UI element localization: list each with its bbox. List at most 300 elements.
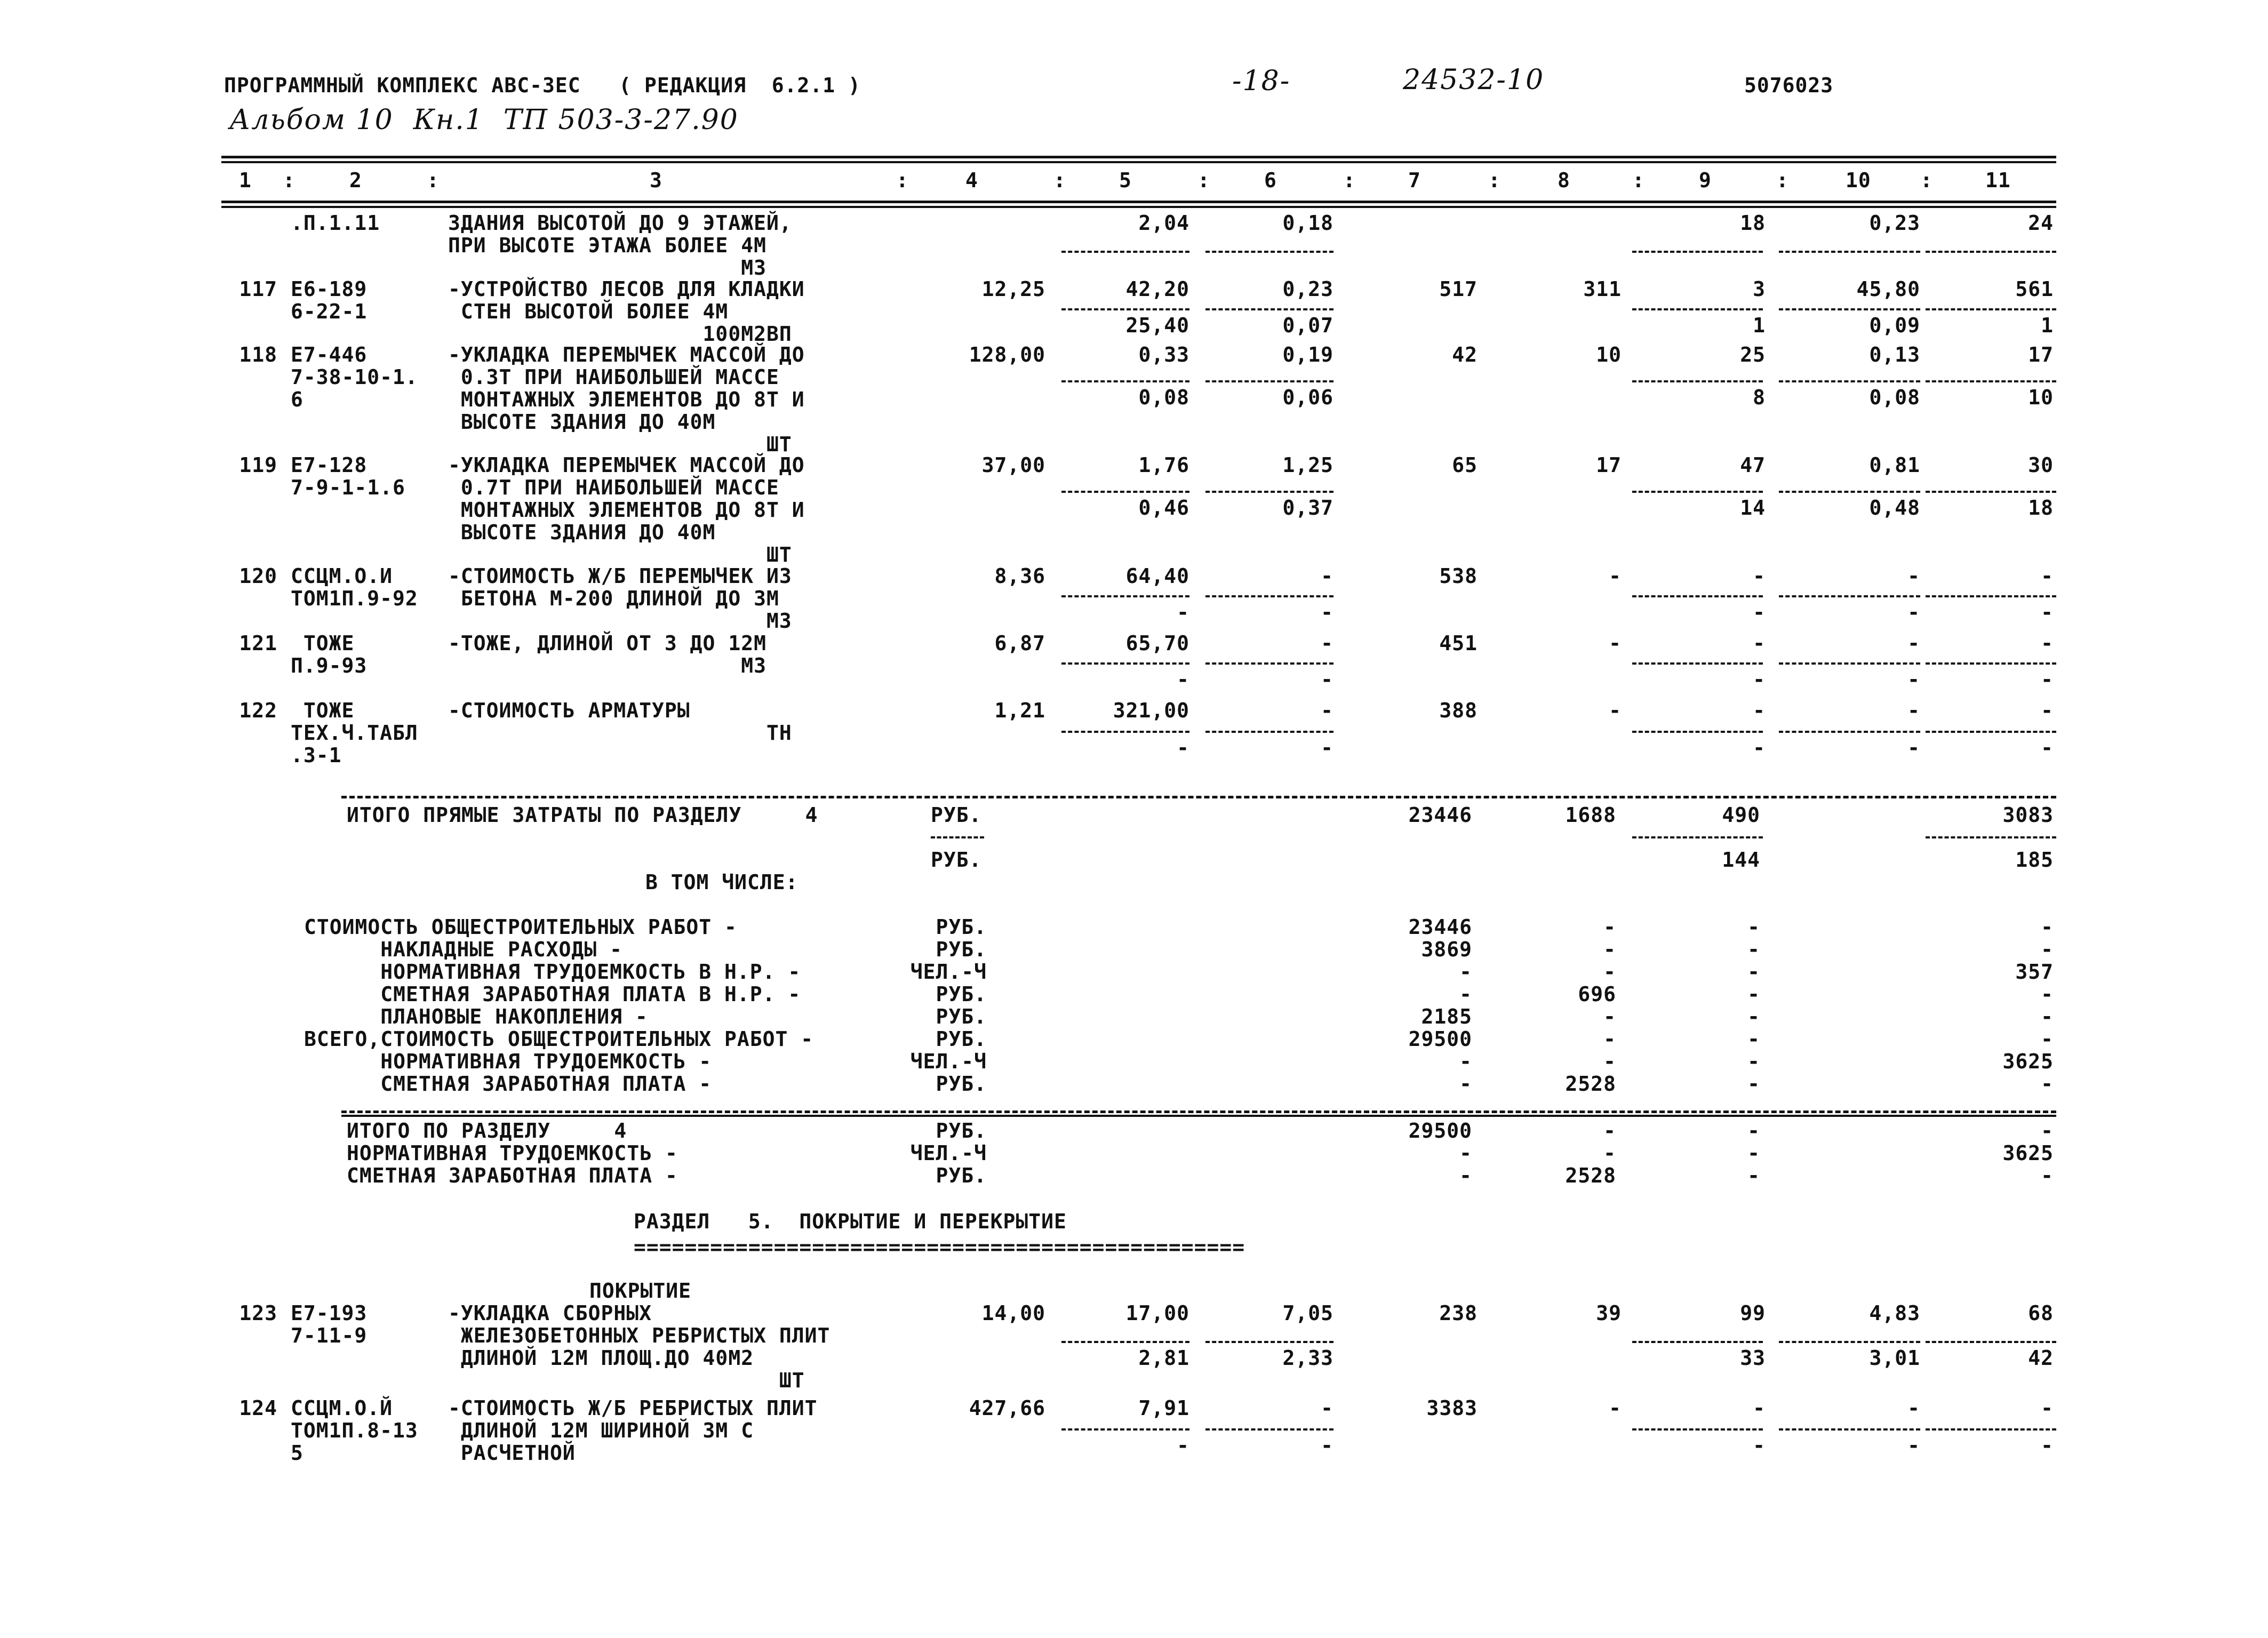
row-number: 122 [239,699,277,722]
cell-c10: - [1907,632,1920,655]
cell-c7: 538 [1439,564,1478,588]
cell-divider [1926,1428,2056,1431]
summary-c7: - [1459,1164,1472,1187]
cell-divider [1779,1341,1920,1343]
cell-divider [1061,251,1189,253]
summary-c8: - [1603,1005,1616,1028]
totals-rule [341,796,2056,798]
summary-c8: - [1603,938,1616,961]
direct-costs-label: ИТОГО ПРЯМЫЕ ЗАТРАТЫ ПО РАЗДЕЛУ 4 [347,803,818,827]
summary-c9: - [1747,1005,1760,1028]
cell-divider [1205,1341,1333,1343]
direct-costs-c11: 3083 [2002,803,2054,827]
cell-c9-second: - [1753,668,1766,691]
cell-divider [1205,308,1333,310]
row-code: Е7-446 [291,343,368,366]
cell-c11: - [2041,699,2054,722]
cell-c5-second: - [1177,736,1189,760]
cell-c4: 1,21 [994,699,1045,722]
cell-c8: - [1609,632,1622,655]
cell-c11: 24 [2028,211,2054,235]
cell-c10: 4,83 [1869,1301,1920,1325]
cell-c6-second: 2,33 [1282,1346,1333,1370]
direct-costs-c8: 1688 [1565,803,1616,827]
direct-costs-c7: 23446 [1408,803,1472,827]
row-number: 120 [239,564,277,588]
cell-c9-second: - [1753,601,1766,624]
row-description: ТН [448,721,792,745]
summary-c8: 2528 [1565,1164,1616,1187]
summary-unit: РУБ. [936,938,987,961]
column-header: 7 [1408,169,1421,192]
cell-c11-second: 1 [2041,314,2054,337]
cell-c9: - [1753,699,1766,722]
row-description: -УКЛАДКА СБОРНЫХ [448,1301,652,1325]
row-code: .3-1 [291,744,342,767]
cell-c6: 0,18 [1282,211,1333,235]
cell-divider [1205,251,1333,253]
cell-c10: - [1907,699,1920,722]
cell-divider [1779,662,1920,665]
cell-divider [1632,491,1763,493]
table-top-rule [221,156,2056,158]
column-separators: : [1776,169,1789,192]
row-code: Е7-128 [291,453,368,477]
cell-c10-second: 0,08 [1869,386,1920,409]
cell-divider [1779,308,1920,310]
cell-c9-second: 1 [1753,314,1766,337]
cell-divider [1061,662,1189,665]
cell-c5: 42,20 [1125,277,1189,301]
direct-costs-unit: РУБ. [931,803,982,827]
row-description: ДЛИНОЙ 12М ПЛОЩ.ДО 40М2 [448,1346,754,1370]
page-number: -18- [1232,65,1291,97]
column-separators: : [1053,169,1066,192]
cell-c8: 39 [1596,1301,1622,1325]
summary-c9: - [1747,1164,1760,1187]
table-header-rule-2 [221,206,2056,208]
cell-c5: 64,40 [1125,564,1189,588]
summary-c11: - [2041,1119,2054,1142]
cell-c10: 0,23 [1869,211,1920,235]
cell-c9-second: 33 [1740,1346,1766,1370]
cell-c5-second: 25,40 [1125,314,1189,337]
summary-c7: 23446 [1408,915,1472,939]
cell-c5-second: - [1177,1434,1189,1457]
cell-c7: 65 [1452,453,1478,477]
column-header: 3 [650,169,662,192]
column-header: 10 [1846,169,1871,192]
summary-c11: - [2041,1027,2054,1051]
summary-c9: - [1747,960,1760,984]
cell-c5: 0,33 [1138,343,1189,366]
cell-c4: 12,25 [981,277,1045,301]
cell-c6-second: 0,37 [1282,496,1333,520]
row-code: 5 [291,1441,304,1465]
cell-c9: 25 [1740,343,1766,366]
cell-c7: 517 [1439,277,1478,301]
summary-c9: - [1747,1050,1760,1073]
row-description: 100М2ВП [448,322,792,346]
column-separators: : [1343,169,1356,192]
column-separators: : [1632,169,1645,192]
summary-label: НОРМАТИВНАЯ ТРУДОЕМКОСТЬ - [347,1141,678,1165]
cell-c11-second: 10 [2028,386,2054,409]
album-note: Альбом 10 Кн.1 ТП 503-3-27.90 [229,104,739,136]
cell-c10-second: 0,48 [1869,496,1920,520]
cell-c6: 0,23 [1282,277,1333,301]
cell-c4: 6,87 [994,632,1045,655]
cell-c5: 65,70 [1125,632,1189,655]
cell-c8: 311 [1583,277,1622,301]
summary-c7: - [1459,960,1472,984]
column-separators: : [427,169,440,192]
cell-divider [1926,1341,2056,1343]
summary-label: НОРМАТИВНАЯ ТРУДОЕМКОСТЬ В Н.Р. - [304,960,801,984]
row-description: -СТОИМОСТЬ Ж/Б ПЕРЕМЫЧЕК ИЗ [448,564,792,588]
row-description: МОНТАЖНЫХ ЭЛЕМЕНТОВ ДО 8Т И [448,388,805,411]
summary-c9: - [1747,915,1760,939]
cell-divider [1205,595,1333,597]
cell-c5: 2,04 [1138,211,1189,235]
row-description: -УКЛАДКА ПЕРЕМЫЧЕК МАССОЙ ДО [448,453,805,477]
cell-divider [1632,731,1763,733]
section-total-rule [341,1110,2056,1113]
cell-divider [1779,731,1920,733]
row-code: ТОМ1П.8-13 [291,1419,418,1442]
row-code: 7-38-10-1. [291,365,418,389]
cell-c9: - [1753,564,1766,588]
summary-c8: - [1603,1119,1616,1142]
cell-divider [1632,595,1763,597]
cell-divider [1205,731,1333,733]
summary-unit: ЧЕЛ.-Ч [910,1050,987,1073]
row-code: ССЦМ.О.И [291,564,393,588]
cell-c5-second: 0,08 [1138,386,1189,409]
cell-c10-second: 0,09 [1869,314,1920,337]
cell-c7: 3383 [1426,1396,1478,1420]
cell-c6-second: - [1321,668,1333,691]
cell-c6: 7,05 [1282,1301,1333,1325]
row-description: ДЛИНОЙ 12М ШИРИНОЙ 3М С [448,1419,754,1442]
cell-c6: 0,19 [1282,343,1333,366]
cell-c4: 8,36 [994,564,1045,588]
summary-c8: - [1603,1027,1616,1051]
summary-label: ИТОГО ПО РАЗДЕЛУ 4 [347,1119,627,1142]
summary-unit: ЧЕЛ.-Ч [910,1141,987,1165]
cell-divider [1926,251,2056,253]
summary-unit: РУБ. [936,1005,987,1028]
cell-c10-second: - [1907,736,1920,760]
summary-c8: - [1603,1141,1616,1165]
subsection-title: ПОКРЫТИЕ [589,1279,692,1303]
summary-c11: - [2041,1072,2054,1096]
row-number: 118 [239,343,277,366]
summary-c9: - [1747,1027,1760,1051]
cell-divider [1061,308,1189,310]
cell-c9: 99 [1740,1301,1766,1325]
row-description: 0.7Т ПРИ НАИБОЛЬШЕЙ МАССЕ [448,476,779,499]
row-code: 7-9-1-1.6 [291,476,405,499]
cell-c11: 68 [2028,1301,2054,1325]
cell-c8: 10 [1596,343,1622,366]
summary-c8: 2528 [1565,1072,1616,1096]
row-description: РАСЧЕТНОЙ [448,1441,576,1465]
cell-c11-second: 42 [2028,1346,2054,1370]
row-description: ШТ [448,433,792,456]
cell-c5: 321,00 [1113,699,1189,722]
cell-c6: - [1321,1396,1333,1420]
column-separators: : [1197,169,1210,192]
section-title: РАЗДЕЛ 5. ПОКРЫТИЕ И ПЕРЕКРЫТИЕ [634,1210,1067,1233]
row-description: ПРИ ВЫСОТЕ ЭТАЖА БОЛЕЕ 4М [448,234,766,257]
cell-c4: 427,66 [969,1396,1045,1420]
summary-label: ВСЕГО,СТОИМОСТЬ ОБЩЕСТРОИТЕЛЬНЫХ РАБОТ - [304,1027,814,1051]
cell-c5: 17,00 [1125,1301,1189,1325]
row-description: ШТ [448,543,792,566]
row-code: Е7-193 [291,1301,368,1325]
row-description: 0.3Т ПРИ НАИБОЛЬШЕЙ МАССЕ [448,365,779,389]
cell-divider [1061,731,1189,733]
row-description: -СТОИМОСТЬ АРМАТУРЫ [448,699,690,722]
cell-c6-second: 0,07 [1282,314,1333,337]
cell-c10: 45,80 [1856,277,1920,301]
summary-c7: - [1459,1072,1472,1096]
cell-c5: 7,91 [1138,1396,1189,1420]
summary-c11: 3625 [2002,1050,2054,1073]
cell-divider [1779,595,1920,597]
summary-c7: 29500 [1408,1027,1472,1051]
cell-divider [1632,380,1763,382]
row-code: П.9-93 [291,654,368,677]
cell-c9-second: - [1753,1434,1766,1457]
cell-c11: 561 [2015,277,2054,301]
column-header: 8 [1558,169,1570,192]
cell-c9-second: 14 [1740,496,1766,520]
cell-c6: - [1321,699,1333,722]
summary-unit: РУБ. [936,982,987,1006]
cell-c9: - [1753,632,1766,655]
row-description: М3 [448,654,766,677]
cell-divider [1632,308,1763,310]
cell-c6-second: - [1321,736,1333,760]
cell-c6-second: 0,06 [1282,386,1333,409]
summary-c7: 29500 [1408,1119,1472,1142]
including-label: В ТОМ ЧИСЛЕ: [645,870,798,894]
cell-c5-second: - [1177,668,1189,691]
program-title: ПРОГРАММНЫЙ КОМПЛЕКС АВС-3ЕС ( РЕДАКЦИЯ 6.2.1 ) [224,74,861,97]
cell-divider [1926,380,2056,382]
row-description: М3 [448,256,766,279]
cell-divider [1205,662,1333,665]
cell-divider [1061,1428,1189,1431]
summary-label: СМЕТНАЯ ЗАРАБОТНАЯ ПЛАТА - [347,1164,678,1187]
summary-c7: 2185 [1421,1005,1472,1028]
summary-c9: - [1747,1119,1760,1142]
row-code: ТОЖЕ [291,632,355,655]
cell-c7: 238 [1439,1301,1478,1325]
row-description: БЕТОНА М-200 ДЛИНОЙ ДО 3М [448,587,779,610]
table-top-rule-2 [221,161,2056,163]
cell-c9-second: 8 [1753,386,1766,409]
row-code: ТЕХ.Ч.ТАБЛ [291,721,418,745]
summary-unit: РУБ. [936,1072,987,1096]
row-description: -ТОЖЕ, ДЛИНОЙ ОТ 3 ДО 12М [448,632,766,655]
summary-c7: - [1459,1050,1472,1073]
cell-c11: - [2041,632,2054,655]
summary-c7: - [1459,982,1472,1006]
summary-unit: РУБ. [936,1027,987,1051]
summary-unit: РУБ. [936,1164,987,1187]
row-code: Е6-189 [291,277,368,301]
summary-c11: - [2041,1005,2054,1028]
cell-c7: 42 [1452,343,1478,366]
cell-c10-second: - [1907,1434,1920,1457]
column-separators: : [1920,169,1933,192]
row-code: 6-22-1 [291,300,368,323]
cell-divider [1926,731,2056,733]
cell-divider [1632,251,1763,253]
cell-c5-second: 0,46 [1138,496,1189,520]
column-header: 1 [239,169,252,192]
summary-c7: - [1459,1141,1472,1165]
cell-c6: - [1321,632,1333,655]
summary-c9: - [1747,1141,1760,1165]
row-description: ЗДАНИЯ ВЫСОТОЙ ДО 9 ЭТАЖЕЙ, [448,211,792,235]
cell-c8: - [1609,564,1622,588]
cell-divider [1779,380,1920,382]
row-description: ВЫСОТЕ ЗДАНИЯ ДО 40М [448,521,716,544]
cell-c4: 37,00 [981,453,1045,477]
cell-c11: 30 [2028,453,2054,477]
row-description: МОНТАЖНЫХ ЭЛЕМЕНТОВ ДО 8Т И [448,498,805,522]
cell-c11-second: - [2041,668,2054,691]
summary-c11: - [2041,938,2054,961]
row-number: 119 [239,453,277,477]
summary-label: НОРМАТИВНАЯ ТРУДОЕМКОСТЬ - [304,1050,712,1073]
column-separators: : [283,169,296,192]
column-separators: : [1488,169,1501,192]
row-description: ВЫСОТЕ ЗДАНИЯ ДО 40М [448,410,716,434]
cell-divider [1061,491,1189,493]
row-code: 6 [291,388,304,411]
cell-divider [1205,491,1333,493]
row-description: -УКЛАДКА ПЕРЕМЫЧЕК МАССОЙ ДО [448,343,805,366]
cell-c9: 3 [1753,277,1766,301]
summary-c8: - [1603,915,1616,939]
row-code: ССЦМ.О.Й [291,1396,393,1420]
summary-c8: - [1603,960,1616,984]
summary-label: ПЛАНОВЫЕ НАКОПЛЕНИЯ - [304,1005,648,1028]
row-number: 123 [239,1301,277,1325]
cell-divider [1061,1341,1189,1343]
cell-c11-second: - [2041,736,2054,760]
cell-divider [1061,595,1189,597]
cell-divider [1926,595,2056,597]
cell-divider [1632,1341,1763,1343]
summary-c11: 3625 [2002,1141,2054,1165]
row-description: СТЕН ВЫСОТОЙ БОЛЕЕ 4М [448,300,729,323]
cell-c6: 1,25 [1282,453,1333,477]
column-header: 11 [1985,169,2011,192]
cell-c5-second: - [1177,601,1189,624]
cell-divider [1779,251,1920,253]
section-total-rule-2 [341,1115,2056,1117]
cell-c7: 451 [1439,632,1478,655]
cell-c11-second: 18 [2028,496,2054,520]
cell-c6-second: - [1321,1434,1333,1457]
cell-c10-second: 3,01 [1869,1346,1920,1370]
cell-divider [1926,662,2056,665]
row-code: .П.1.11 [291,211,380,235]
row-number: 121 [239,632,277,655]
cell-c4: 128,00 [969,343,1045,366]
document-code: 24532-10 [1403,64,1545,96]
cell-c10: 0,13 [1869,343,1920,366]
row-description: М3 [448,609,792,633]
row-description: -СТОИМОСТЬ Ж/Б РЕБРИСТЫХ ПЛИТ [448,1396,818,1420]
cell-c8: - [1609,1396,1622,1420]
row-code: 7-11-9 [291,1324,368,1347]
summary-label: СТОИМОСТЬ ОБЩЕСТРОИТЕЛЬНЫХ РАБОТ - [304,915,737,939]
row-code: ТОЖЕ [291,699,355,722]
cell-c6: - [1321,564,1333,588]
cell-c9-second: - [1753,736,1766,760]
cell-c11: - [2041,564,2054,588]
summary-unit: ЧЕЛ.-Ч [910,960,987,984]
cell-c6-second: - [1321,601,1333,624]
row-description: ЖЕЛЕЗОБЕТОННЫХ РЕБРИСТЫХ ПЛИТ [448,1324,830,1347]
cell-c8: 17 [1596,453,1622,477]
cell-c9: - [1753,1396,1766,1420]
cell-c10: - [1907,564,1920,588]
row-number: 124 [239,1396,277,1420]
cell-divider [1926,491,2056,493]
row-description: ШТ [448,1369,805,1392]
cell-c10-second: - [1907,601,1920,624]
summary-label: СМЕТНАЯ ЗАРАБОТНАЯ ПЛАТА - [304,1072,712,1096]
cell-c11: 17 [2028,343,2054,366]
cell-c11-second: - [2041,601,2054,624]
summary-c9: - [1747,982,1760,1006]
column-header: 6 [1264,169,1277,192]
summary-c11: 357 [2015,960,2054,984]
column-header: 9 [1699,169,1712,192]
cell-c7: 388 [1439,699,1478,722]
cell-divider [1632,662,1763,665]
row-description: -УСТРОЙСТВО ЛЕСОВ ДЛЯ КЛАДКИ [448,277,805,301]
summary-unit: РУБ. [936,1119,987,1142]
summary-c11: - [2041,982,2054,1006]
column-separators: : [896,169,909,192]
column-header: 4 [965,169,978,192]
cell-c10-second: - [1907,668,1920,691]
cell-divider [1205,380,1333,382]
direct-costs-unit-2: РУБ. [931,848,982,872]
direct-costs-unit-rule [931,836,984,838]
summary-c7: 3869 [1421,938,1472,961]
cell-c10: 0,81 [1869,453,1920,477]
summary-c11: - [2041,915,2054,939]
column-header: 5 [1119,169,1132,192]
cell-c9: 47 [1740,453,1766,477]
summary-c11: - [2041,1164,2054,1187]
summary-label: НАКЛАДНЫЕ РАСХОДЫ - [304,938,622,961]
summary-unit: РУБ. [936,915,987,939]
cell-divider [1779,491,1920,493]
cell-c5: 1,76 [1138,453,1189,477]
cell-c11: - [2041,1396,2054,1420]
